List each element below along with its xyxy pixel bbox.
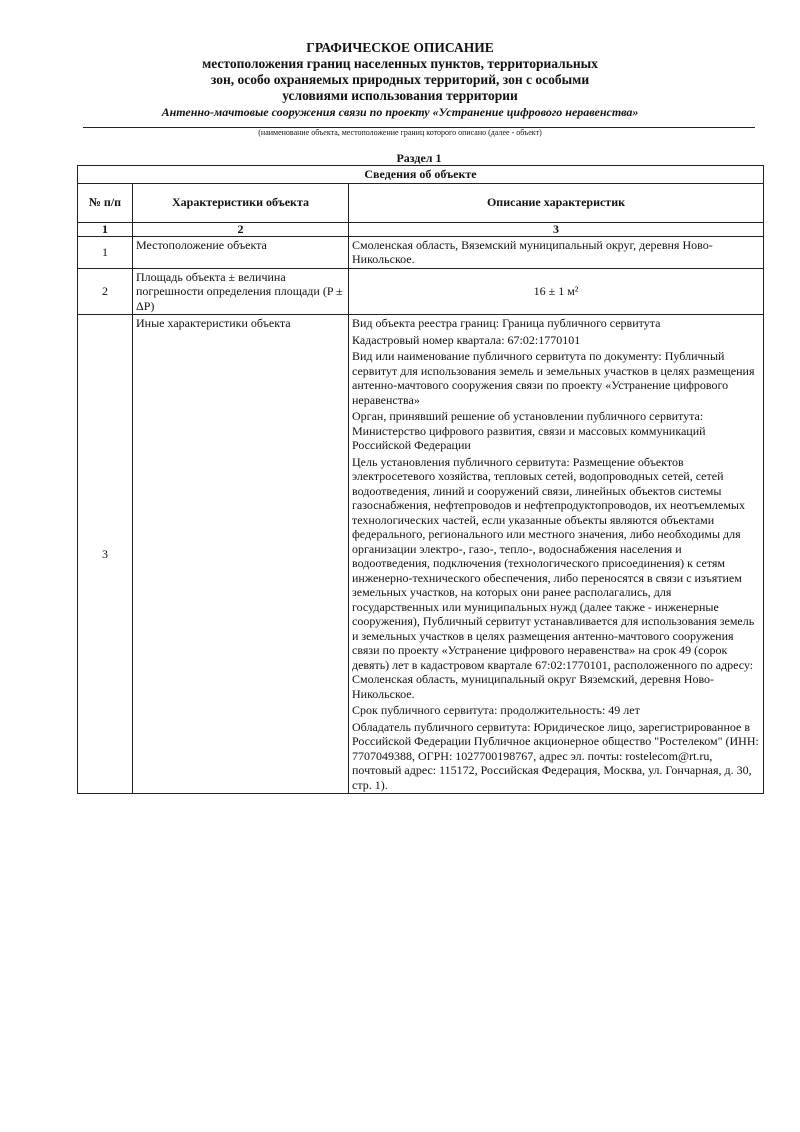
description-paragraph: Обладатель публичного сервитута: Юридическое лицо, зарегистрированное в Российской Федерации Публичное акционерное общество "Ростелеком" (ИНН: 7707049388, ОГРН: 1027700198767, адрес эл. почты: rostelecom@rt.ru, почтовый адрес: 115172, Российская Федерация, Москва, ул. Гончарная, д. 30, стр. 1). [352,719,759,792]
description-paragraph: Цель установления публичного сервитута: Размещение объектов электросетевого хозяйства, тепловых сетей, водопроводных сетей, сетей водоотведения, линий и сооружений связи, линейных объектов системы газоснабжения, нефтепроводов и нефтепродуктопроводов, их неотъемлемых технологических частей, если указанные объекты являются объектами федерального, регионального или местного значения, либо необходимы для организации электро-, газо-, тепло-, водоснабжения населения и водоотведения, подключения (технологического присоединения) к сетям инженерно-технического обеспечения, либо переносятся в связи с изъятием земельных участков, на которых они ранее располагались, для государственных или муниципальных нужд (далее также - инженерные сооружения), Публичный сервитут устанавливается для использования земель и земельных участков в целях размещения антенно-мачтового сооружения связи по проекту «Устранение цифрового неравенства» на срок 49 (сорок девять) лет в кадастровом квартале 67:02:1770101, расположенного по адресу: Смоленская область, муниципальный округ Вяземский, деревня Ново-Никольское. [352,454,755,701]
description-paragraph: Кадастровый номер квартала: 67:02:1770101 [352,332,581,347]
description-paragraph: Вид объекта реестра границ: Граница публичного сервитута [352,316,661,330]
table-row [78,268,764,315]
subtitle-line: местоположения границ населенных пунктов, территориальных [202,56,598,71]
column-number-row [78,222,764,236]
row-number: 3 [78,315,133,794]
table-row [78,315,764,794]
table-title: Сведения об объекте [78,166,764,184]
description-paragraph: Орган, принявший решение об установлении публичного сервитута: Министерство цифрового развития, связи и массовых коммуникаций Российской Федерации [352,409,706,452]
row-description: Смоленская область, Вяземский муниципальный округ, деревня Ново-Никольское. [349,236,764,268]
object-name: Антенно-мачтовые сооружения связи по проекту «Устранение цифрового неравенства» [161,105,639,119]
row-description: 16 ± 1 м² [349,268,764,315]
document-title: ГРАФИЧЕСКОЕ ОПИСАНИЕ [306,40,494,55]
column-header-number: № п/п [78,183,133,222]
row-characteristic: Местоположение объекта [133,236,349,268]
row-characteristic: Иные характеристики объекта [133,315,349,794]
column-number: 3 [349,222,764,236]
subtitle-line: зон, особо охраняемых природных территорий, зон с особыми [210,72,590,87]
table-row [78,236,764,268]
row-number: 1 [78,236,133,268]
column-number: 2 [133,222,349,236]
row-characteristic: Площадь объекта ± величина погрешности определения площади (P ± ΔP) [133,268,349,315]
description-paragraph: Вид или наименование публичного сервитута по документу: Публичный сервитут для использования земель и земельных участков в целях размещения антенно-мачтового сооружения связи по проекту «Устранение цифрового неравенства» [352,349,755,407]
row-number: 2 [78,268,133,315]
section-title: Раздел 1 [396,151,442,165]
row-description [349,315,764,794]
description-paragraph: Срок публичного сервитута: продолжительность: 49 лет [352,703,640,717]
table-header-row [78,183,764,222]
subtitle-line: условиями использования территории [282,88,518,103]
column-header-description: Описание характеристик [349,183,764,222]
column-number: 1 [78,222,133,236]
column-header-characteristic: Характеристики объекта [133,183,349,222]
document-header [0,40,800,120]
object-info-table [77,165,764,794]
object-name-caption: (наименование объекта, местоположение границ которого описано (далее - объект) [258,128,542,137]
